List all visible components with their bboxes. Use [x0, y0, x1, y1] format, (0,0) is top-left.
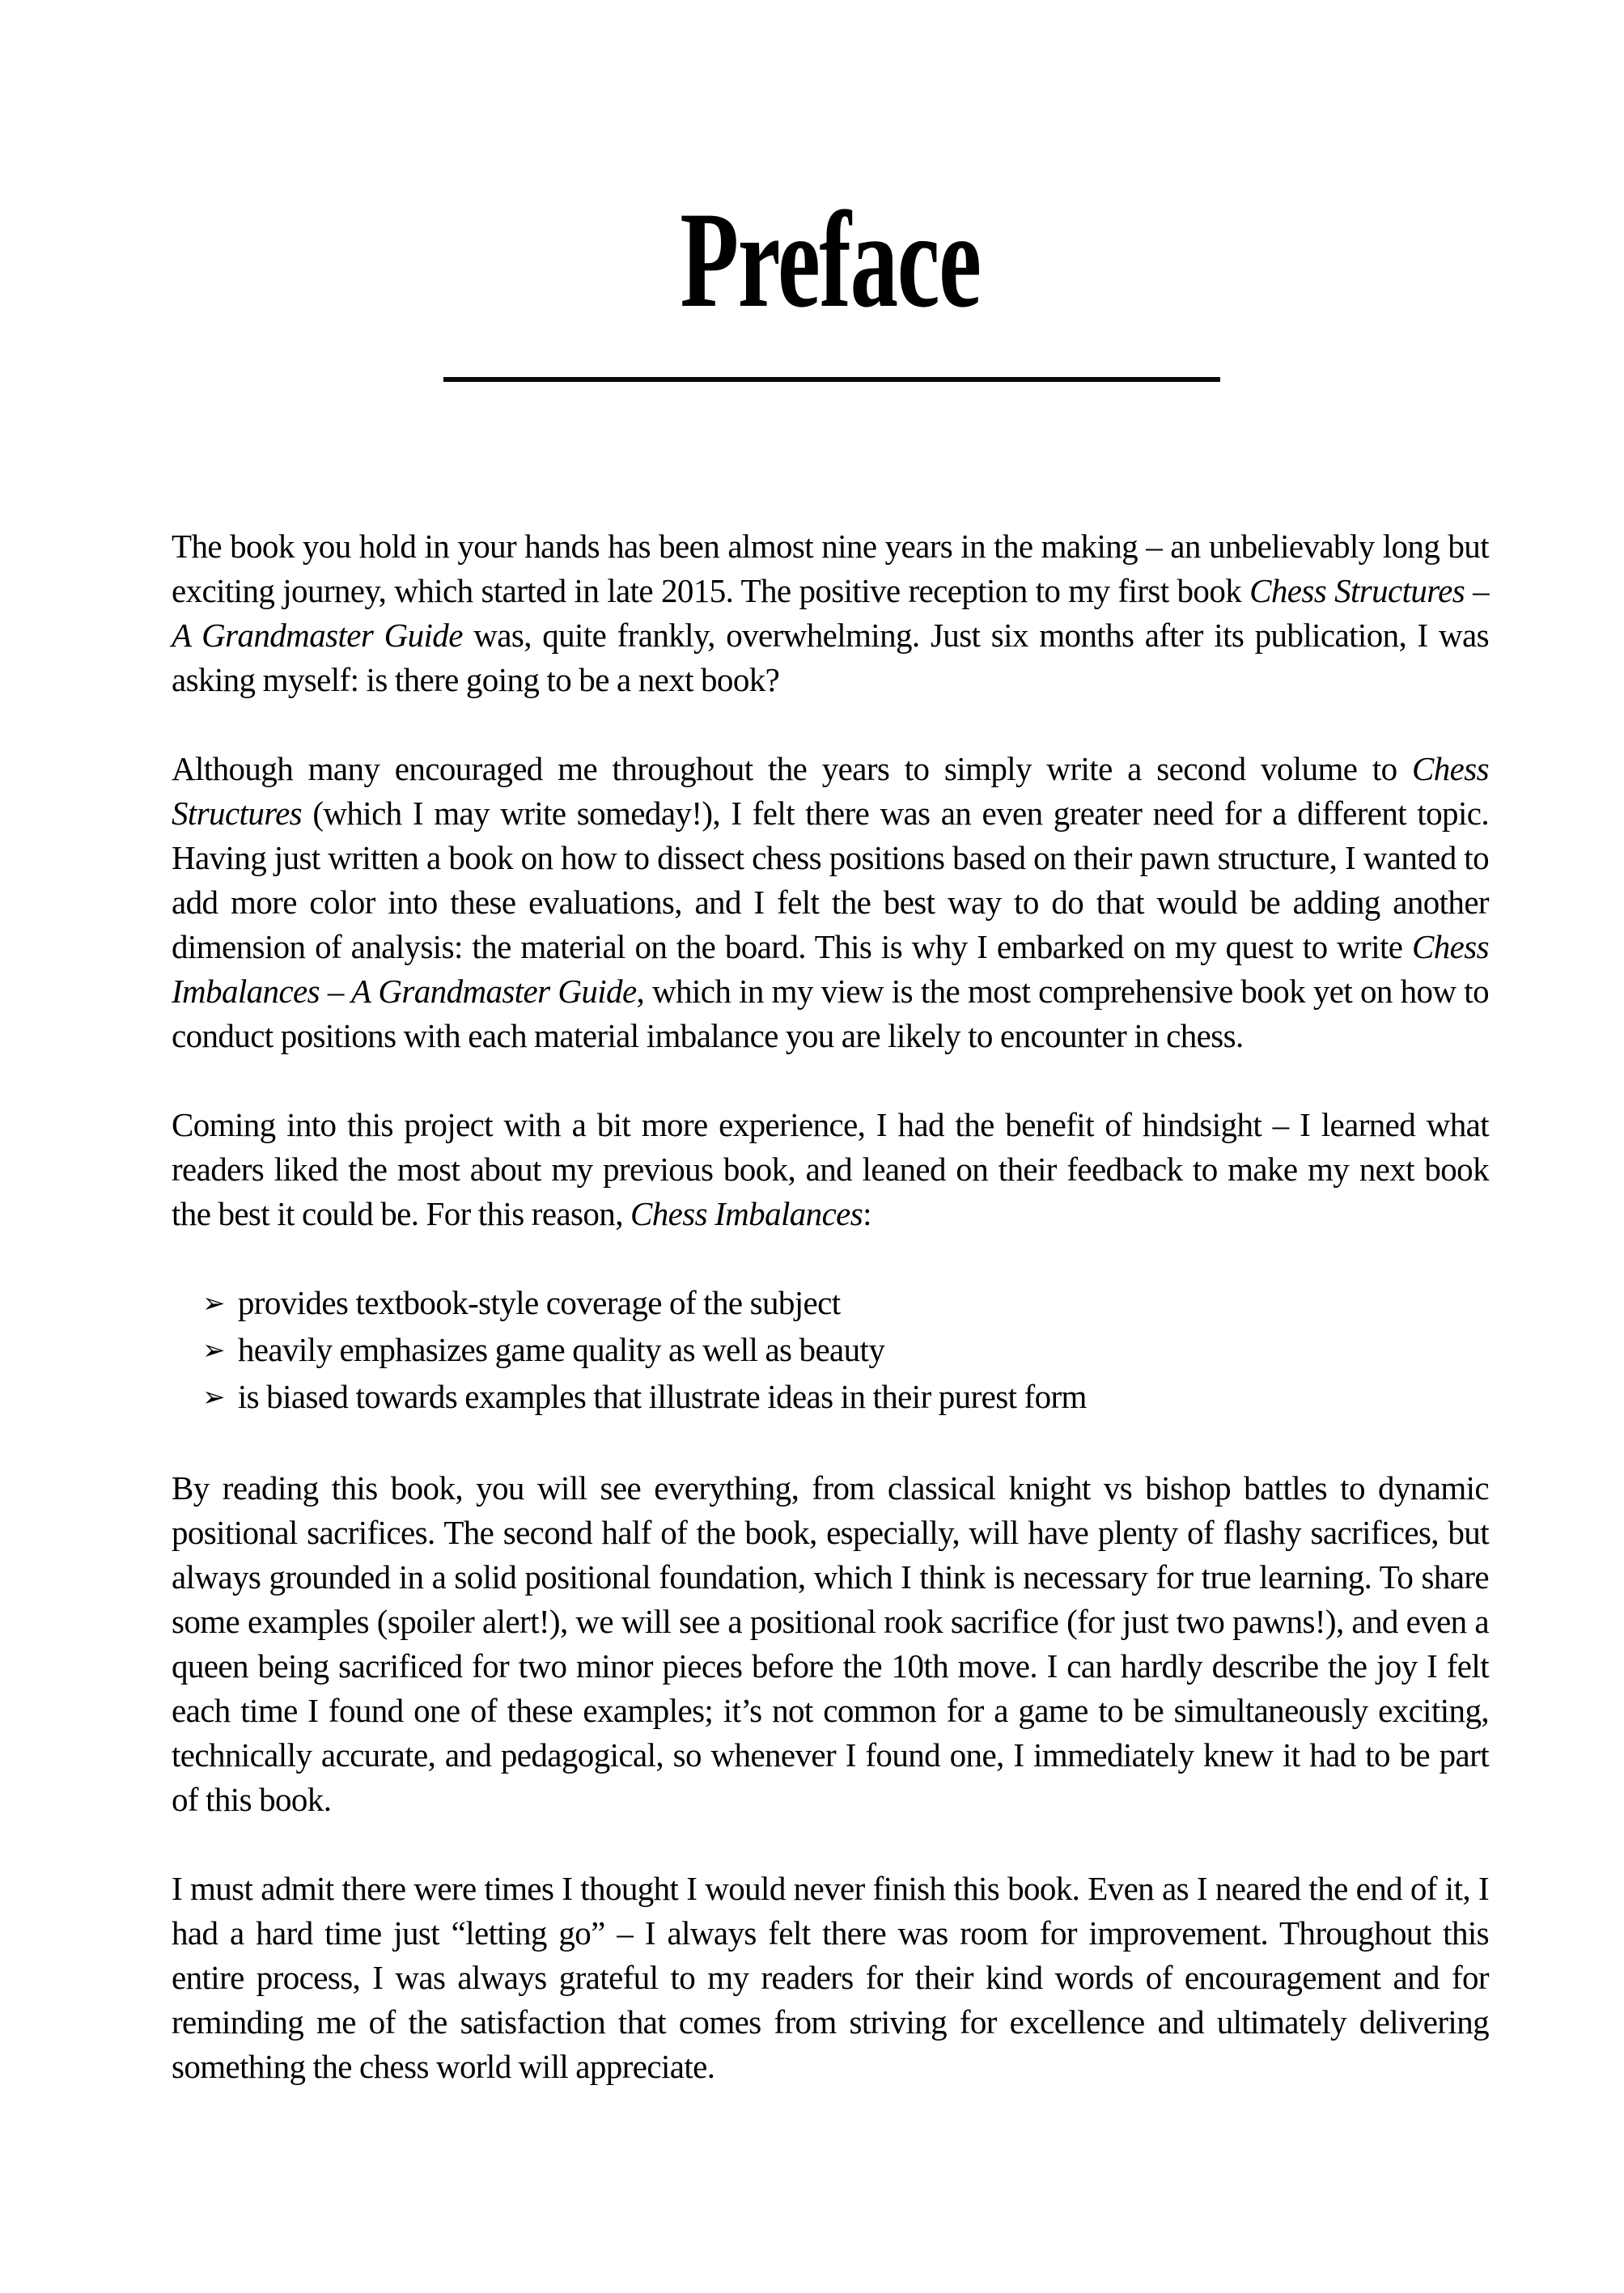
- paragraph: [172, 1466, 1489, 1822]
- bullet-item: [202, 1328, 1489, 1375]
- book-title-italic: Chess Structures – A Grandmaster Guide: [172, 572, 1489, 654]
- text-run: Although many encouraged me throughout the years to simply write a second volume to: [172, 750, 1413, 787]
- arrow-bullet-icon: ➢: [202, 1287, 225, 1320]
- page-title: Preface: [680, 184, 981, 336]
- paragraph: [172, 1867, 1489, 2089]
- text-run: was, quite frankly, overwhelming. Just six months after its publication, I was asking myself: is there going to be a next book?: [172, 617, 1489, 698]
- title-section: [172, 0, 1489, 336]
- arrow-bullet-icon: ➢: [202, 1381, 225, 1414]
- title-divider: [443, 377, 1220, 382]
- bullet-text: heavily emphasizes game quality as well as beauty: [237, 1331, 885, 1368]
- book-title-italic: Chess Imbalances: [630, 1195, 863, 1232]
- book-title-italic: Chess Structures: [172, 750, 1489, 832]
- bullet-text: provides textbook-style coverage of the subject: [237, 1284, 841, 1321]
- bullet-text: is biased towards examples that illustrate ideas in their purest form: [237, 1378, 1087, 1415]
- arrow-bullet-icon: ➢: [202, 1334, 225, 1367]
- text-run: The book you hold in your hands has been almost nine years in the making – an unbelievably long but exciting journey, which started in late 2015. The positive reception to my first book: [172, 528, 1489, 609]
- bullet-item: [202, 1281, 1489, 1328]
- text-run: By reading this book, you will see everything, from classical knight vs bishop battles to dynamic positional sacrifices. The second half of the book, especially, will have plenty of flashy sacrifices, but always grounded in a solid positional foundation, which I think is necessary for true learning. To share some examples (spoiler alert!), we will see a positional rook sacrifice (for just two pawns!), and even a queen being sacrificed for two minor pieces before the 10th move. I can hardly describe the joy I felt each time I found one of these examples; it’s not common for a game to be simultaneously exciting, technically accurate, and pedagogical, so whenever I found one, I immediately knew it had to be part of this book.: [172, 1469, 1489, 1818]
- text-run: , which in my view is the most comprehensive book yet on how to conduct positions with each material imbalance you are likely to encounter in chess.: [172, 973, 1489, 1054]
- book-title-italic: Chess Imbalances – A Grandmaster Guide: [172, 928, 1489, 1010]
- paragraph: [172, 747, 1489, 1058]
- paragraph: [172, 1103, 1489, 1236]
- bullet-item: [202, 1375, 1489, 1422]
- text-run: Coming into this project with a bit more experience, I had the benefit of hindsight – I learned what readers liked the most about my previous book, and leaned on their feedback to make my next book the best it could be. For this reason,: [172, 1106, 1489, 1232]
- text-run: (which I may write someday!), I felt there was an even greater need for a different topic. Having just written a book on how to dissect chess positions based on their pawn structure, I wanted to add more color into these evaluations, and I felt the best way to do that would be adding another dimension of analysis: the material on the board. This is why I embarked on my quest to write: [172, 795, 1489, 965]
- paragraph: [172, 524, 1489, 702]
- text-run: :: [863, 1195, 871, 1232]
- text-run: I must admit there were times I thought I would never finish this book. Even as I neared the end of it, I had a hard time just “letting go” – I always felt there was room for improvement. Throughout this entire process, I was always grateful to my readers for their kind words of encouragement and for reminding me of the satisfaction that comes from striving for excellence and ultimately delivering something the chess world will appreciate.: [172, 1870, 1489, 2085]
- preface-content: [172, 524, 1489, 2089]
- bullet-list: [172, 1281, 1489, 1422]
